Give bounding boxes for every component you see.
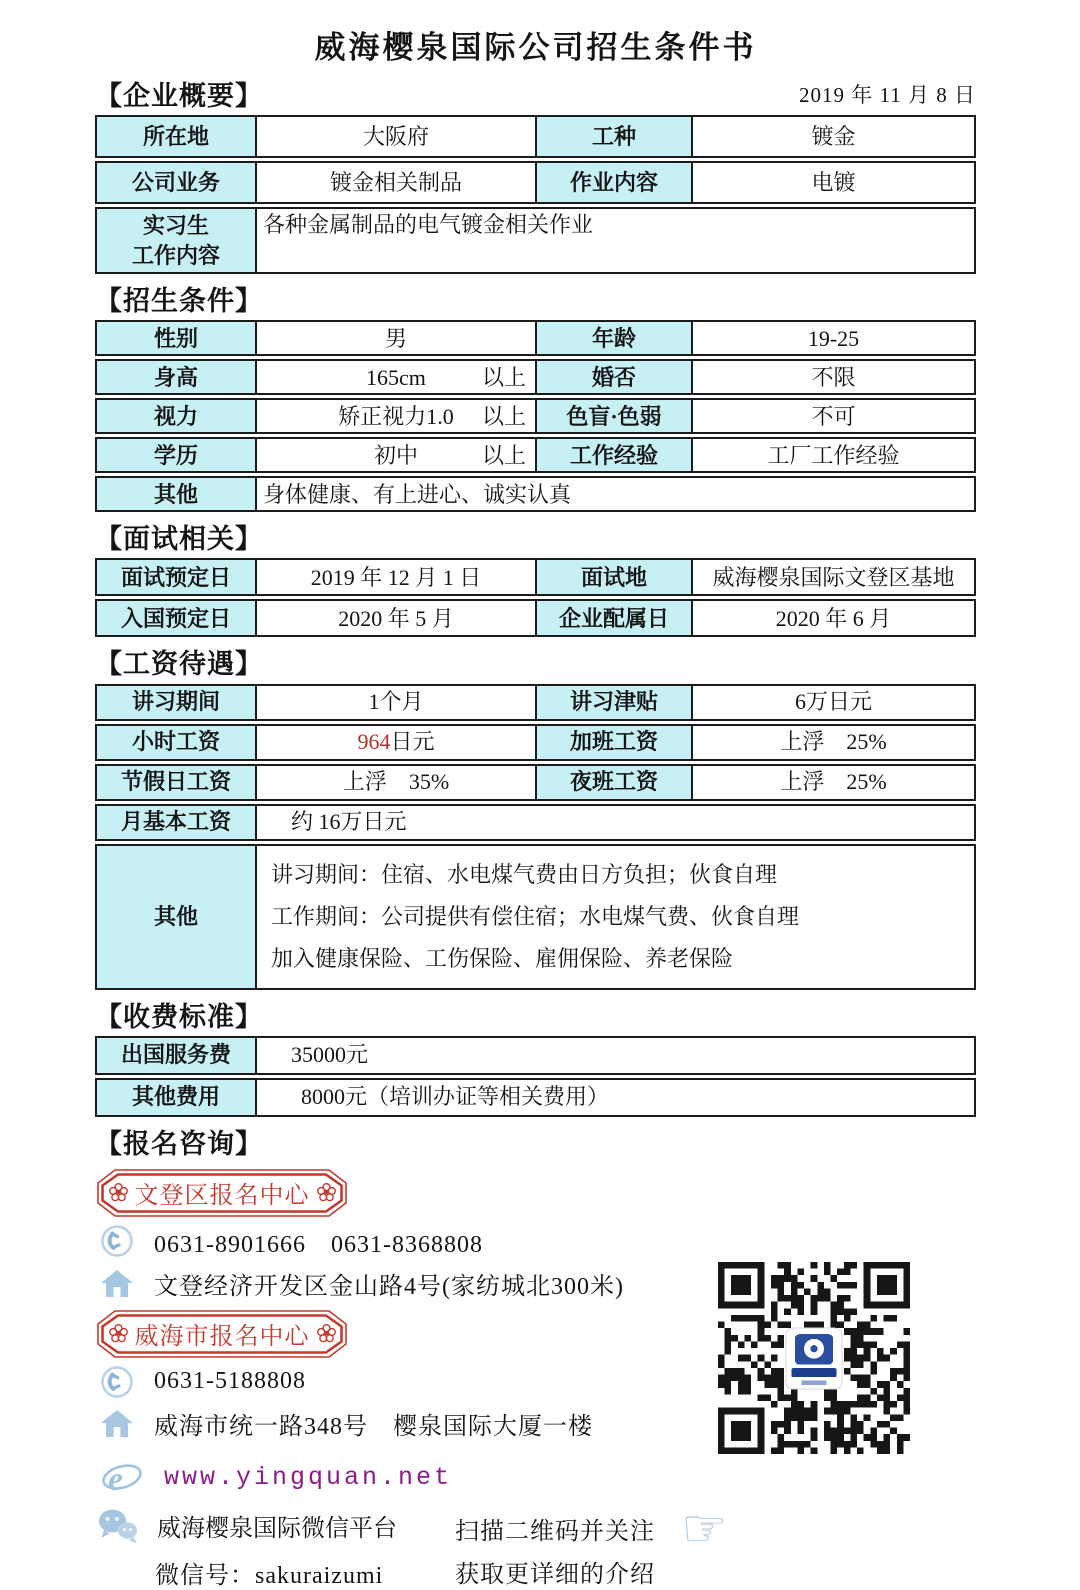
other-line: 工作期间：公司提供有偿住宿；水电煤气费、伙食自理 bbox=[271, 903, 800, 929]
table-value bbox=[255, 846, 974, 988]
table-label: 面试地 bbox=[535, 560, 691, 594]
other-line: 加入健康保险、工伤保险、雇佣保险、养老保险 bbox=[271, 945, 734, 971]
table-value: 上浮 35% bbox=[255, 766, 535, 799]
flower-icon bbox=[316, 1323, 337, 1344]
table-label: 企业配属日 bbox=[535, 601, 691, 635]
table-value: 大阪府 bbox=[255, 117, 535, 156]
value-suffix: 以上 bbox=[481, 442, 526, 468]
section-header-fees bbox=[95, 1002, 976, 1033]
fees-table bbox=[95, 1036, 976, 1117]
table-label: 身高 bbox=[97, 361, 255, 393]
wechat-id-text: 微信号：sakuraizumi bbox=[155, 1562, 384, 1589]
table-row bbox=[95, 1078, 976, 1117]
section-header-contact bbox=[95, 1129, 976, 1160]
table-value: 各种金属制品的电气镀金相关作业 bbox=[255, 209, 974, 272]
value-text: 矫正视力1.0 bbox=[338, 403, 454, 429]
table-label: 月基本工资 bbox=[97, 806, 255, 839]
other-line: 讲习期间：住宿、水电煤气费由日方负担；伙食自理 bbox=[271, 861, 778, 887]
table-label: 面试预定日 bbox=[97, 560, 255, 594]
label-line: 工作内容 bbox=[131, 242, 220, 268]
table-value: 19-25 bbox=[691, 322, 974, 354]
table-value: 约 16万日元 bbox=[255, 806, 974, 839]
section-heading: 【招生条件】 bbox=[95, 286, 263, 317]
table-value: 不限 bbox=[691, 361, 974, 393]
salary-table bbox=[95, 684, 976, 990]
table-label: 工种 bbox=[535, 117, 691, 156]
document-date: 2019 年 11 月 8 日 bbox=[799, 83, 976, 107]
section-heading: 【工资待遇】 bbox=[95, 649, 263, 680]
table-label: 工作经验 bbox=[535, 439, 691, 471]
phone-icon bbox=[100, 1365, 134, 1399]
table-value: 上浮 25% bbox=[691, 726, 974, 759]
table-row bbox=[95, 684, 976, 721]
table-row bbox=[95, 764, 976, 801]
table-row bbox=[95, 599, 976, 637]
phone-numbers: 0631-8901666 0631-8368808 bbox=[154, 1231, 483, 1258]
table-value: 电镀 bbox=[691, 163, 974, 202]
table-value: 2020 年 5 月 bbox=[255, 601, 535, 635]
table-label: 其他 bbox=[97, 846, 255, 988]
svg-text:e: e bbox=[108, 1460, 124, 1498]
badge-label: 文登区报名中心 bbox=[134, 1183, 310, 1210]
table-value: 威海樱泉国际文登区基地 bbox=[691, 560, 974, 594]
table-label: 出国服务费 bbox=[97, 1038, 255, 1073]
section-header-recruit bbox=[95, 286, 976, 317]
section-heading: 【面试相关】 bbox=[95, 524, 263, 555]
table-label: 节假日工资 bbox=[97, 766, 255, 799]
table-row bbox=[95, 844, 976, 990]
table-value: 不可 bbox=[691, 400, 974, 432]
qr-code bbox=[718, 1262, 910, 1454]
phone-icon bbox=[100, 1224, 134, 1258]
table-row bbox=[95, 804, 976, 841]
table-value: 1个月 bbox=[255, 686, 535, 719]
table-label: 夜班工资 bbox=[535, 766, 691, 799]
table-value bbox=[255, 439, 535, 471]
table-row bbox=[95, 207, 976, 274]
table-label: 小时工资 bbox=[97, 726, 255, 759]
table-label: 讲习期间 bbox=[97, 686, 255, 719]
table-label: 讲习津贴 bbox=[535, 686, 691, 719]
badge-label: 威海市报名中心 bbox=[134, 1324, 310, 1351]
table-label: 色盲·色弱 bbox=[535, 400, 691, 432]
wechat-platform-text: 威海樱泉国际微信平台 bbox=[157, 1516, 397, 1543]
phone-numbers: 0631-5188808 bbox=[154, 1368, 306, 1395]
value-text: 165cm bbox=[366, 364, 426, 390]
address-text: 威海市统一路348号 樱泉国际大厦一楼 bbox=[154, 1413, 593, 1440]
table-value: 男 bbox=[255, 322, 535, 354]
table-label: 加班工资 bbox=[535, 726, 691, 759]
table-label: 婚否 bbox=[535, 361, 691, 393]
hourly-wage-number: 964 bbox=[357, 729, 391, 755]
phone-line bbox=[95, 1224, 976, 1259]
flower-icon bbox=[108, 1323, 129, 1344]
table-value: 镀金 bbox=[691, 117, 974, 156]
wendeng-center-badge bbox=[97, 1169, 347, 1217]
label-line: 实习生 bbox=[142, 213, 209, 238]
value-suffix: 以上 bbox=[481, 403, 526, 429]
interview-table bbox=[95, 558, 976, 637]
section-heading: 【企业概要】 bbox=[95, 80, 263, 111]
weihai-center-badge bbox=[97, 1310, 347, 1358]
table-value bbox=[255, 726, 535, 759]
table-value bbox=[255, 400, 535, 432]
section-header-interview bbox=[95, 524, 976, 555]
table-label: 作业内容 bbox=[535, 163, 691, 202]
value-text: 初中 bbox=[373, 442, 418, 468]
recruit-table bbox=[95, 320, 976, 512]
table-value: 8000元（培训办证等相关费用） bbox=[255, 1080, 974, 1115]
browser-icon bbox=[100, 1457, 144, 1499]
wechat-block bbox=[95, 1498, 976, 1590]
table-value: 镀金相关制品 bbox=[255, 163, 535, 202]
table-value: 身体健康、有上进心、诚实认真 bbox=[255, 478, 974, 510]
table-label: 公司业务 bbox=[97, 163, 255, 202]
pointing-hand-icon: ☞ bbox=[681, 1498, 728, 1559]
table-label: 所在地 bbox=[97, 117, 255, 156]
table-row bbox=[95, 558, 976, 596]
scan-instruction-line1: 扫描二维码并关注 bbox=[455, 1518, 655, 1545]
table-row bbox=[95, 161, 976, 204]
flower-icon bbox=[316, 1182, 337, 1203]
home-icon bbox=[100, 1268, 134, 1299]
table-value: 2020 年 6 月 bbox=[691, 601, 974, 635]
section-heading: 【收费标准】 bbox=[95, 1001, 263, 1032]
table-value: 工厂工作经验 bbox=[691, 439, 974, 471]
home-icon bbox=[100, 1408, 134, 1439]
table-label: 性别 bbox=[97, 322, 255, 354]
table-row bbox=[95, 359, 976, 395]
table-row bbox=[95, 320, 976, 356]
address-text: 文登经济开发区金山路4号(家纺城北300米) bbox=[154, 1273, 624, 1300]
table-label: 其他费用 bbox=[97, 1080, 255, 1115]
table-row bbox=[95, 476, 976, 512]
section-heading: 【报名咨询】 bbox=[95, 1128, 263, 1159]
table-row bbox=[95, 398, 976, 434]
scan-instruction-line2: 获取更详细的介绍 bbox=[455, 1561, 655, 1588]
overview-table bbox=[95, 115, 976, 274]
value-suffix: 以上 bbox=[481, 364, 526, 390]
page-title: 威海樱泉国际公司招生条件书 bbox=[314, 30, 757, 65]
table-label: 入国预定日 bbox=[97, 601, 255, 635]
table-label: 年龄 bbox=[535, 322, 691, 354]
table-row bbox=[95, 115, 976, 158]
hourly-wage-unit: 日元 bbox=[390, 729, 435, 755]
table-value bbox=[255, 361, 535, 393]
website-url: www.yingquan.net bbox=[164, 1463, 453, 1493]
table-row bbox=[95, 724, 976, 761]
wechat-icon bbox=[97, 1507, 139, 1545]
table-label: 视力 bbox=[97, 400, 255, 432]
table-row bbox=[95, 437, 976, 473]
flower-icon bbox=[108, 1182, 129, 1203]
table-value: 35000元 bbox=[255, 1038, 974, 1073]
website-line bbox=[95, 1457, 976, 1499]
section-header-salary bbox=[95, 649, 976, 680]
table-label bbox=[97, 209, 255, 272]
table-value: 2019 年 12 月 1 日 bbox=[255, 560, 535, 594]
wechat-platform-line bbox=[95, 1507, 447, 1545]
table-label: 学历 bbox=[97, 439, 255, 471]
table-value: 上浮 25% bbox=[691, 766, 974, 799]
section-header-overview bbox=[95, 79, 976, 112]
table-label: 其他 bbox=[97, 478, 255, 510]
table-row bbox=[95, 1036, 976, 1075]
table-value: 6万日元 bbox=[691, 686, 974, 719]
